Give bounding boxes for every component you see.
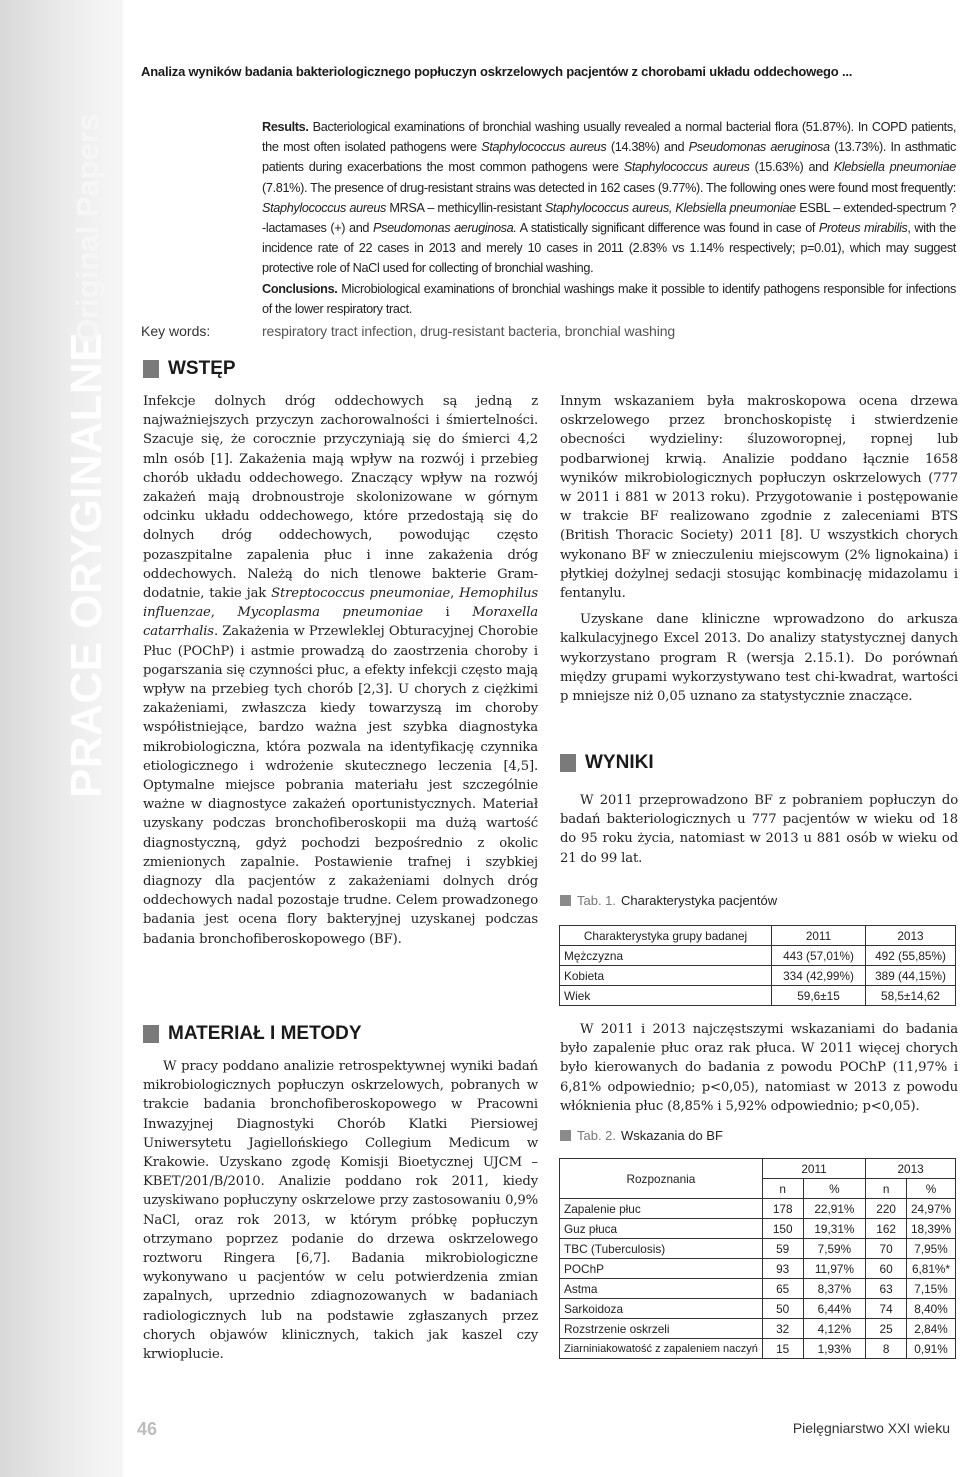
table-row: Astma 65 8,37% 63 7,15% — [560, 1279, 956, 1299]
keywords-text: respiratory tract infection, drug-resistant bacteria, bronchial washing — [262, 323, 676, 339]
wstep-paragraph: Infekcje dolnych dróg oddechowych są jedną z najważniejszych przyczyn zachorowalności i śmiertelności. Szacuje się, że corocznie przyczyniają się do śmierci 4,2 mln osób [1]. Zakażenia mają wpływ na rozwój i przebieg chorób układu oddechowego. Znaczący wpływ na rozwój zakażeń mają drobnoustroje skolonizowane w górnym odcinku układu oddechowego, które przedostają się do dolnych dróg oddechowych, powodując często pozaszpitalne zapalenia płuc i inne zakażenia dróg oddechowych. Należą do nich tlenowe bakterie Gram-dodatnie, takie jak Streptococcus pneumoniae, Hemophilus influenzae, Mycoplasma pneumoniae i Moraxella catarrhalis. Zakażenia w Przewleklej Obturacyjnej Chorobie Płuc (POChP) i astmie prowadzą do zaostrzenia choroby i pogarszania się czynności płuc, a efekty infekcji często mają wpływ na przebieg tych chorób [2,3]. U chorych z ciężkimi zakażeniami, zwłaszcza kiedy towarzyszą im choroby współistniejące, bardzo ważna jest szybka diagnostyka mikrobiologiczna, która pozwala na identyfikację czynnika etiologicznego i wdrożenie skutecznego leczenia [4,5]. Optymalne miejsce pobrania materiału jest szczególnie ważne w diagnostyce zakażeń oportunistycznych. Materiał uzyskany podczas bronchofiberoskopii ma dużą wartość diagnostyczną, gdyż pochodzi bezpośrednio z okolic zmienionych zapalnie. Postawienie trafnej i szybkiej diagnozy dla pacjentów z zakażeniami dolnych dróg oddechowych nadal pozostaje trudne. Celem prowadzonego badania jest ocena flory bakteryjnej uzyskanej podczas badania bronchofiberoskopowego (BF). — [143, 394, 538, 947]
heading-square-icon — [560, 754, 576, 772]
metody-paragraph-2: Innym wskazaniem była makroskopowa ocena drzewa oskrzelowego przez bronchoskopistę i stwierdzenie obecności wydzieliny: śluzoworopnej, ropnej lub podbarwionej krwią. Analizie poddano łącznie 1658 wyników mikrobiologicznych popłuczyn oskrzelowych (777 w 2011 i 881 w 2013 roku). Przygotowanie i postępowanie w trakcie BF realizowano zgodnie z zaleceniami BTS (British Thoracic Society) 2011 [8]. U wszystkich chorych wykonano BF w znieczuleniu miejscowym (2% lignokaina) i płytkiej dożylnej sedacji stosując kombinację midazolamu i fentanylu. — [560, 394, 958, 602]
metody-left — [143, 1057, 538, 1364]
table1 — [559, 925, 956, 1006]
results-label: Results. — [262, 120, 309, 134]
metody-paragraph-1: W pracy poddano analizie retrospektywnej wyniki badań mikrobiologicznych popłuczyn oskrzelowych, pobranych w trakcie badania bronchofiberoskopowego w Pracowni Inwazyjnej Diagnostyki Chorób Klatki Piersiowej Uniwersytetu Jagiellońskiego Collegium Medicum w Krakowie. Uzyskano zgodę Komisji Bioetycznej UJCM – KBET/201/B/2010. Analizie poddano rok 2011, kiedy uzyskiwano popłuczyny oskrzelowe przy zastosowaniu 0,9% NaCl, oraz rok 2013, w którym próbkę popłuczyn otrzymano poprzez podanie do drzewa oskrzelowego roztworu Ringera [6,7]. Badania mikrobiologiczne wykonywano u pacjentów w celu potwierdzenia zmian zapalnych, uprzednio zdiagnozowanych w badaniach radiologicznych lub na podstawie zgłaszanych przez chorych objawów klinicznych, takich jak kaszel czy krwioplucie. — [143, 1059, 538, 1363]
wyniki-paragraph-1-block — [560, 791, 958, 868]
table-row: Rozstrzenie oskrzeli 32 4,12% 25 2,84% — [560, 1319, 956, 1339]
table-row: POChP 93 11,97% 60 6,81%* — [560, 1259, 956, 1279]
table1-header: Charakterystyka grupy badanej 2011 2013 — [560, 926, 956, 946]
caption-square-icon — [560, 895, 571, 906]
metody-right — [560, 392, 958, 706]
wyniki-paragraph-2-block — [560, 1020, 958, 1116]
table-row: Wiek 59,6±15 58,5±14,62 — [560, 986, 956, 1006]
heading-wyniki: WYNIKI — [560, 752, 654, 774]
journal-name: Pielęgniarstwo XXI wieku — [792, 1420, 950, 1436]
sidebar-band — [0, 0, 123, 1477]
caption-square-icon — [560, 1130, 571, 1141]
table2-subheader: n % n % — [560, 1179, 956, 1199]
section-label-pl: PRACE ORYGINALNE — [62, 332, 111, 798]
abstract-conclusions: Conclusions. Microbiological examinations of bronchial washings make it possible to identify pathogens responsible for infections of the lower respiratory tract. — [262, 281, 956, 316]
table-row: Mężczyzna 443 (57,01%) 492 (55,85%) — [560, 946, 956, 966]
heading-square-icon — [143, 1025, 159, 1043]
heading-square-icon — [143, 360, 159, 378]
table2 — [559, 1158, 956, 1359]
table-row: Ziarniniakowatość z zapaleniem naczyń 15 1,93% 8 0,91% — [560, 1339, 956, 1359]
table-row: Kobieta 334 (42,99%) 389 (44,15%) — [560, 966, 956, 986]
conclusions-label: Conclusions. — [262, 281, 338, 296]
heading-metody: MATERIAŁ I METODY — [143, 1023, 362, 1045]
wyniki-paragraph-2: W 2011 i 2013 najczęstszymi wskazaniami do badania było zapalenie płuc oraz rak płuca. W 2011 więcej chorych było kierowanych do badania z powodu POChP (11,97% i 6,81% odpowiednio; p<0,05), natomiast w 2013 z powodu włóknienia płuc (8,85% i 5,92% odpowiednio; p<0,05). — [560, 1022, 958, 1114]
page-number: 46 — [137, 1419, 158, 1439]
abstract-results: Results. Bacteriological examinations of bronchial washing usually revealed a normal bacterial flora (51.87%). In COPD patients, the most often isolated pathogens were Staphylococcus aureus (14.38%) and Pseudomonas aeruginosa (13.73%). In asthmatic patients during exacerbations the most common pathogens were Staphylococcus aureus (15.63%) and Klebsiella pneumoniae (7.81%). The presence of drug-resistant strains was detected in 162 cases (9.77%). The following ones were found most frequently: Staphylococcus aureus MRSA – methicyllin-resistant Staphylococcus aureus, Klebsiella pneumoniae ESBL – extended-spectrum ?-lactamases (+) and Pseudomonas aeruginosa. A statistically significant difference was found in case of Proteus mirabilis, with the incidence rate of 22 cases in 2013 and merely 10 cases in 2011 (2.83% vs 1.14% respectively; p=0.01), which may suggest protective role of NaCl used for collecting of bronchial washing. — [262, 120, 957, 276]
heading-wstep: WSTĘP — [143, 358, 236, 380]
running-title: Analiza wyników badania bakteriologicznego popłuczyn oskrzelowych pacjentów z chorobami układu oddechowego ... — [141, 64, 853, 79]
table-row: Guz płuca 150 19,31% 162 18,39% — [560, 1219, 956, 1239]
section-label-en: Original Papers — [70, 113, 105, 343]
keywords-label: Key words: — [141, 323, 211, 339]
table2-header: Rozpoznania 2011 2013 — [560, 1159, 956, 1179]
table-row: Sarkoidoza 50 6,44% 74 8,40% — [560, 1299, 956, 1319]
table2-caption: Tab. 2. Wskazania do BF — [560, 1128, 723, 1143]
left-column — [143, 392, 538, 949]
metody-paragraph-3: Uzyskane dane kliniczne wprowadzono do arkusza kalkulacyjnego Excel 2013. Do analizy statystycznej danych wykorzystano program R (wersja 2.15.1). Do porównań między grupami wykorzystywano test chi-kwadrat, wartości p mniejsze niż 0,05 uznano za statystycznie znaczące. — [560, 612, 958, 705]
wyniki-paragraph-1: W 2011 przeprowadzono BF z pobraniem popłuczyn do badań bakteriologicznych u 777 pacjentów w wieku od 18 do 95 roku życia, natomiast w 2013 u 881 osób w wieku od 21 do 99 lat. — [560, 793, 958, 866]
table-row: Zapalenie płuc 178 22,91% 220 24,97% — [560, 1199, 956, 1219]
table-row: TBC (Tuberculosis) 59 7,59% 70 7,95% — [560, 1239, 956, 1259]
table1-caption: Tab. 1. Charakterystyka pacjentów — [560, 893, 777, 908]
abstract — [262, 117, 956, 319]
